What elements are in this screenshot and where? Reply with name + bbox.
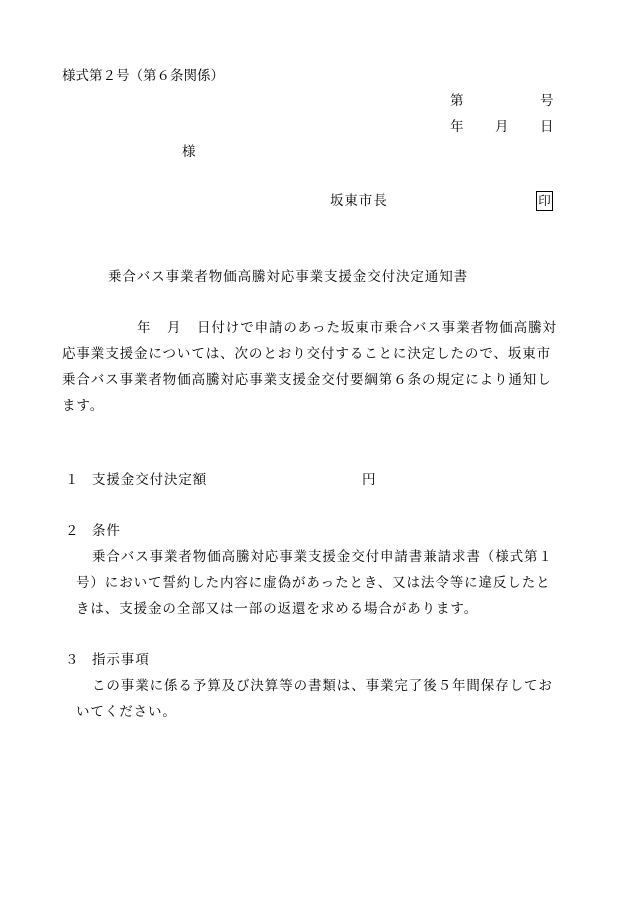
item-2-number: ２ xyxy=(65,523,79,539)
date-year: 年 xyxy=(450,119,464,135)
item-1-unit: 円 xyxy=(362,472,376,488)
intro-date-year: 年 xyxy=(137,320,151,336)
intro-line-3: 乗合バス事業者物価高騰対応事業支援金交付要綱第６条の規定により通知し xyxy=(62,372,552,388)
item-3-number: ３ xyxy=(65,652,79,668)
item-3-heading: 指示事項 xyxy=(92,652,150,668)
intro-line-4: ます。 xyxy=(62,398,105,414)
date-day: 日 xyxy=(540,119,554,135)
official-seal-box: 印 xyxy=(536,191,553,211)
item-2-body-line-2: 号）において誓約した内容に虚偽があったとき、又は法令等に違反したと xyxy=(76,575,551,591)
item-1-number: １ xyxy=(65,472,79,488)
item-2-body-line-3: きは、支援金の全部又は一部の返還を求める場合があります。 xyxy=(76,601,479,617)
document-number-suffix: 号 xyxy=(540,93,554,109)
date-month: 月 xyxy=(495,119,509,135)
item-3-body-line-2: いてください。 xyxy=(76,704,177,720)
item-1-heading: 支援金交付決定額 xyxy=(92,472,208,488)
item-3-body-line-1: この事業に係る予算及び決算等の書類は、事業完了後５年間保存してお xyxy=(92,678,553,694)
item-2-body-line-1: 乗合バス事業者物価高騰対応事業支援金交付申請書兼請求書（様式第１ xyxy=(92,549,553,565)
intro-line-2: 応事業支援金については、次のとおり交付することに決定したので、坂東市 xyxy=(62,346,552,362)
issuer-name: 坂東市長 xyxy=(330,193,388,209)
addressee-suffix: 様 xyxy=(182,144,196,160)
intro-line-1: 日付けで申請のあった坂東市乗合バス事業者物価高騰対 xyxy=(197,320,557,336)
item-2-heading: 条件 xyxy=(92,523,121,539)
intro-date-month: 月 xyxy=(167,320,181,336)
document-title: 乗合バス事業者物価高騰対応事業支援金交付決定通知書 xyxy=(108,269,468,285)
form-label: 様式第２号（第６条関係） xyxy=(62,68,224,84)
document-number-prefix: 第 xyxy=(450,93,464,109)
